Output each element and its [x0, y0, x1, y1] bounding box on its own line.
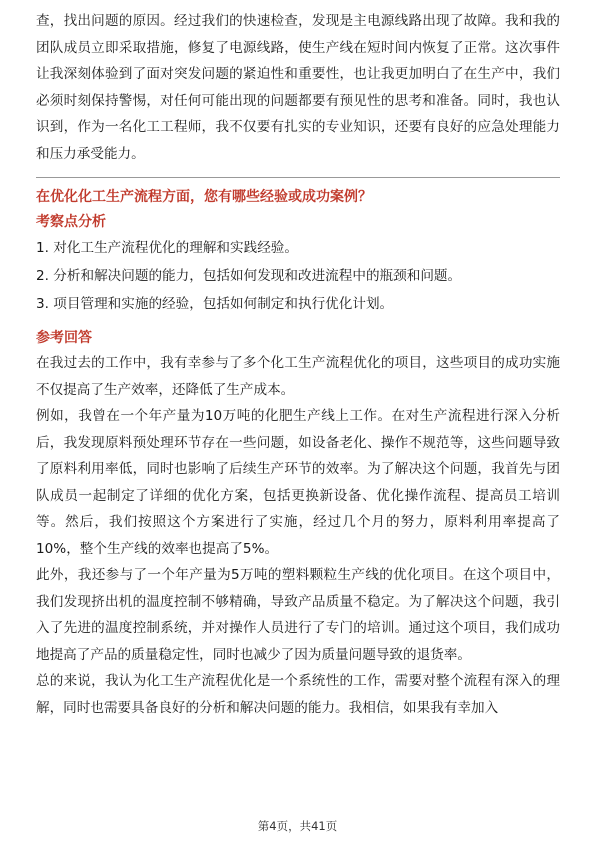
question-title: 在优化化工生产流程方面，您有哪些经验或成功案例？ [36, 189, 372, 205]
analysis-heading: 考察点分析 [36, 214, 106, 230]
answer-paragraph: 总的来说，我认为化工生产流程优化是一个系统性的工作，需要对整个流程有深入的理解，同时也需要具备良好的分析和解决问题的能力。我相信，如果我有幸加入 [36, 673, 560, 716]
answer-paragraph: 在我过去的工作中，我有幸参与了多个化工生产流程优化的项目，这些项目的成功实施不仅提高了生产效率，还降低了生产成本。 [36, 355, 560, 398]
analysis-item: 1. 对化工生产流程优化的理解和实践经验。 [36, 240, 298, 256]
analysis-item: 2. 分析和解决问题的能力，包括如何发现和改进流程中的瓶颈和问题。 [36, 268, 462, 284]
analysis-item: 3. 项目管理和实施的经验，包括如何制定和执行优化计划。 [36, 296, 394, 312]
section-divider [36, 177, 560, 178]
answer-heading: 参考回答 [36, 330, 92, 346]
intro-paragraph: 查，找出问题的原因。经过我们的快速检查，发现是主电源线路出现了故障。我和我的团队成员立即采取措施，修复了电源线路，使生产线在短时间内恢复了正常。这次事件让我深刻体验到了面对突发问题的紧迫性和重要性，也让我更加明白了在生产中，我们必须时刻保持警惕，对任何可能出现的问题都要有预见性的思考和准备。同时，我也认识到，作为一名化工工程师，我不仅要有扎实的专业知识，还要有良好的应急处理能力和压力承受能力。 [36, 13, 560, 162]
page-footer: 第4页，共41页 [257, 819, 338, 833]
answer-paragraph: 例如，我曾在一个年产量为10万吨的化肥生产线上工作。在对生产流程进行深入分析后，我发现原料预处理环节存在一些问题，如设备老化、操作不规范等，这些问题导致了原料利用率低，同时也影响了后续生产环节的效率。为了解决这个问题，我首先与团队成员一起制定了详细的优化方案，包括更换新设备、优化操作流程、提高员工培训等。然后，我们按照这个方案进行了实施，经过几个月的努力，原料利用率提高了10%，整个生产线的效率也提高了5%。 [36, 408, 560, 557]
document-page [36, 0, 560, 721]
answer-paragraph: 此外，我还参与了一个年产量为5万吨的塑料颗粒生产线的优化项目。在这个项目中，我们发现挤出机的温度控制不够精确，导致产品质量不稳定。为了解决这个问题，我引入了先进的温度控制系统，并对操作人员进行了专门的培训。通过这个项目，我们成功地提高了产品的质量稳定性，同时也减少了因为质量问题导致的退货率。 [36, 567, 560, 663]
